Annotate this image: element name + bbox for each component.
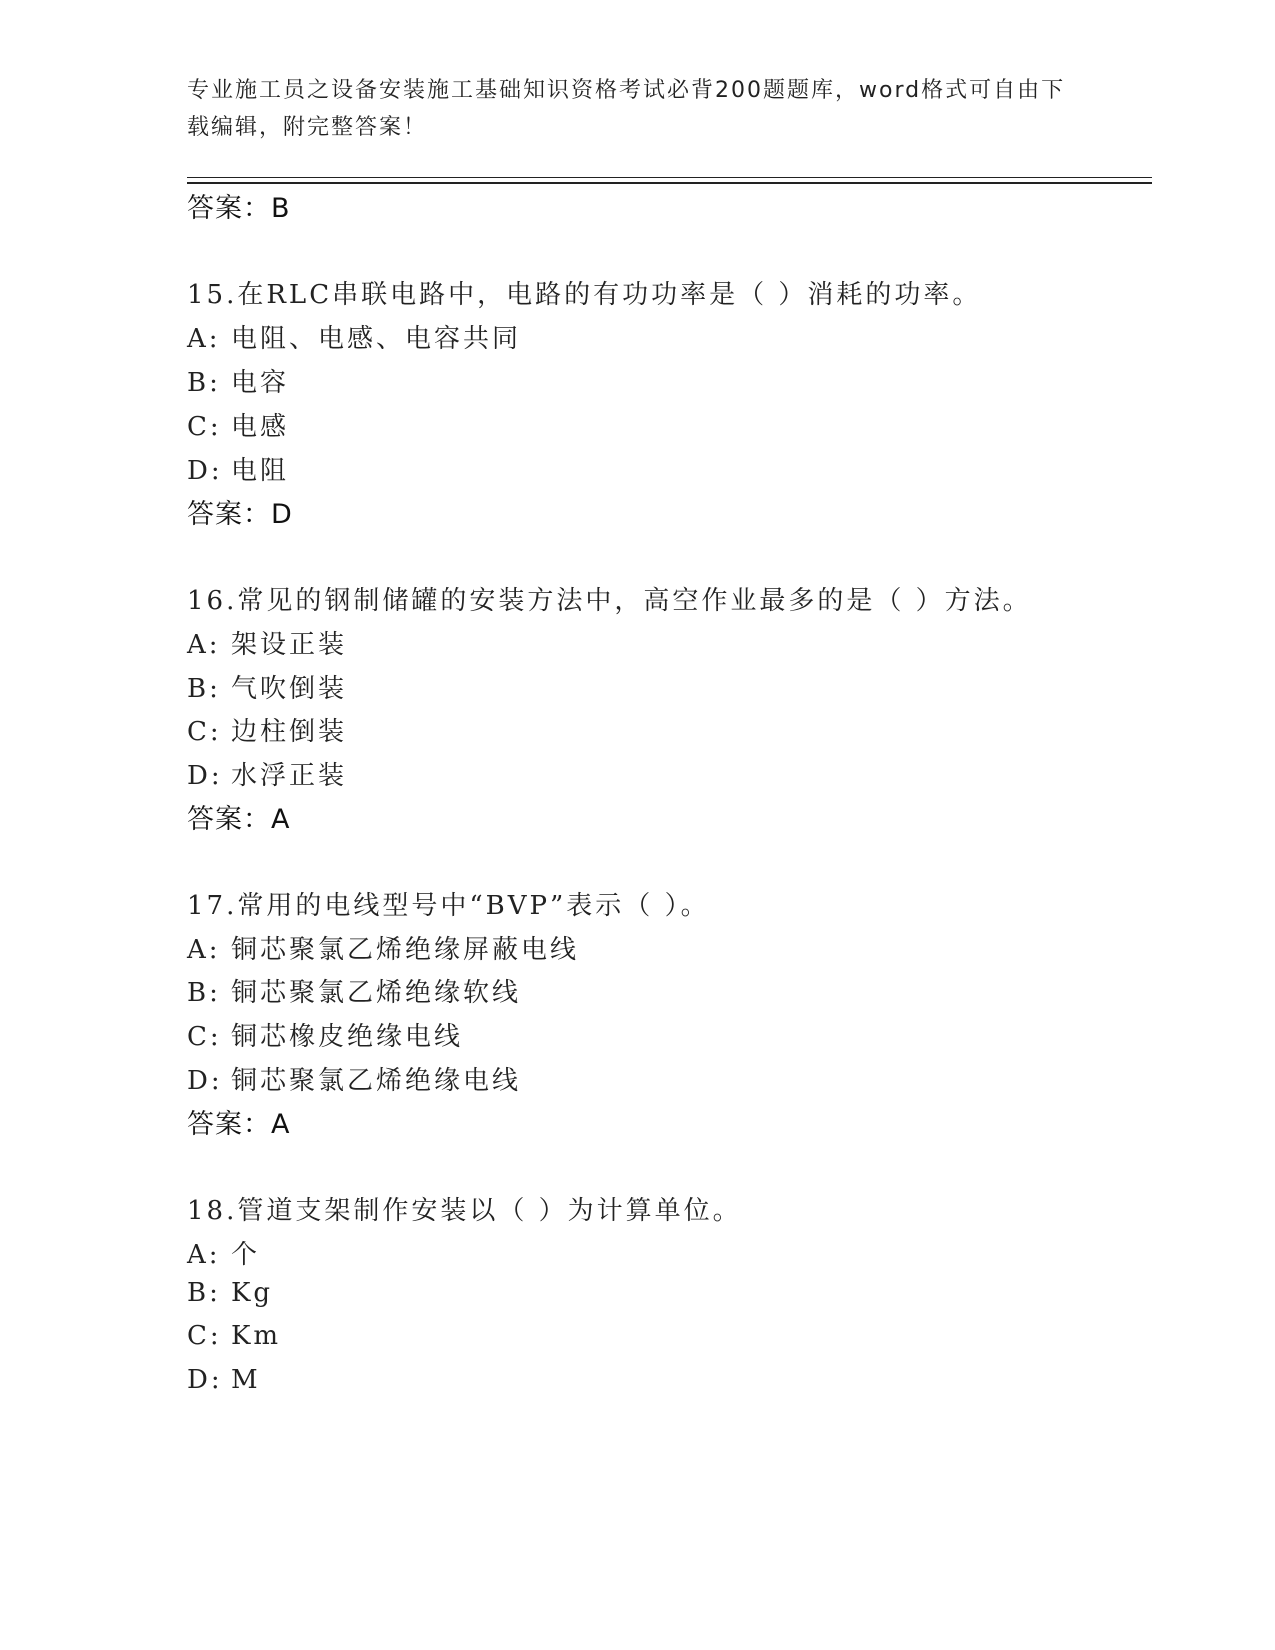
question-16-option-b: [187, 668, 347, 705]
option-text: 电阻、电感、电容共同: [231, 324, 522, 354]
question-18-stem: 18.管道支架制作安装以（ ）为计算单位。: [187, 1196, 742, 1226]
document-header: 专业施工员之设备安装施工基础知识资格考试必背200题题库，word格式可自由下载编辑，附完整答案！: [187, 78, 1066, 140]
header-divider-thin: [187, 177, 1152, 178]
option-text: 电容: [231, 368, 290, 398]
question-15-option-b: [187, 362, 289, 399]
option-text: 边柱倒装: [231, 717, 348, 747]
option-text: 铜芯橡皮绝缘电线: [231, 1022, 464, 1052]
option-letter: B:: [187, 674, 221, 704]
question-18-option-d: [187, 1365, 261, 1395]
option-letter: D:: [187, 1365, 223, 1395]
option-text: 架设正装: [231, 630, 348, 660]
option-text: 铜芯聚氯乙烯绝缘电线: [231, 1066, 522, 1096]
option-letter: C:: [187, 412, 222, 442]
question-18-option-a: [187, 1234, 260, 1271]
question-17-stem: 17.常用的电线型号中“BVP”表示（ ）。: [187, 891, 710, 921]
option-letter: A:: [187, 935, 221, 965]
question-18-option-b: [187, 1278, 273, 1308]
question-15-option-c: [187, 406, 289, 443]
option-text: 电阻: [231, 456, 290, 486]
option-letter: C:: [187, 717, 222, 747]
option-letter: D:: [187, 456, 223, 486]
option-text: 电感: [231, 412, 290, 442]
option-letter: B:: [187, 368, 221, 398]
question-17-option-b: [187, 972, 521, 1009]
option-letter: C:: [187, 1022, 222, 1052]
option-letter: A:: [187, 630, 221, 660]
option-text: 气吹倒装: [231, 674, 348, 704]
question-15-option-a: [187, 318, 521, 355]
header-divider-thick: [187, 182, 1152, 184]
question-16-option-d: [187, 755, 347, 792]
question-15-answer: 答案：D: [187, 499, 293, 530]
option-text: 水浮正装: [231, 761, 348, 791]
question-15-option-d: [187, 450, 289, 487]
question-16-option-a: [187, 624, 347, 661]
option-text: Km: [231, 1321, 282, 1351]
option-letter: C:: [187, 1321, 222, 1351]
option-letter: D:: [187, 761, 223, 791]
question-17-answer: 答案：A: [187, 1109, 291, 1140]
prev-answer: 答案：B: [187, 193, 291, 224]
question-16-stem: 16.常见的钢制储罐的安装方法中，高空作业最多的是（ ）方法。: [187, 586, 1032, 616]
option-letter: D:: [187, 1066, 223, 1096]
question-16-answer: 答案：A: [187, 804, 291, 835]
option-text: Kg: [231, 1278, 274, 1308]
option-text: 铜芯聚氯乙烯绝缘软线: [231, 978, 522, 1008]
question-18-option-c: [187, 1321, 281, 1351]
option-letter: B:: [187, 978, 221, 1008]
option-letter: A:: [187, 324, 221, 354]
question-17-option-c: [187, 1016, 463, 1053]
question-16-option-c: [187, 711, 347, 748]
option-text: M: [231, 1365, 261, 1395]
option-text: 个: [231, 1240, 261, 1270]
question-17-option-a: [187, 929, 579, 966]
question-15-stem: 15.在RLC串联电路中，电路的有功功率是（ ）消耗的功率。: [187, 280, 982, 310]
question-17-option-d: [187, 1060, 521, 1097]
option-text: 铜芯聚氯乙烯绝缘屏蔽电线: [231, 935, 580, 965]
option-letter: A:: [187, 1240, 221, 1270]
option-letter: B:: [187, 1278, 221, 1308]
